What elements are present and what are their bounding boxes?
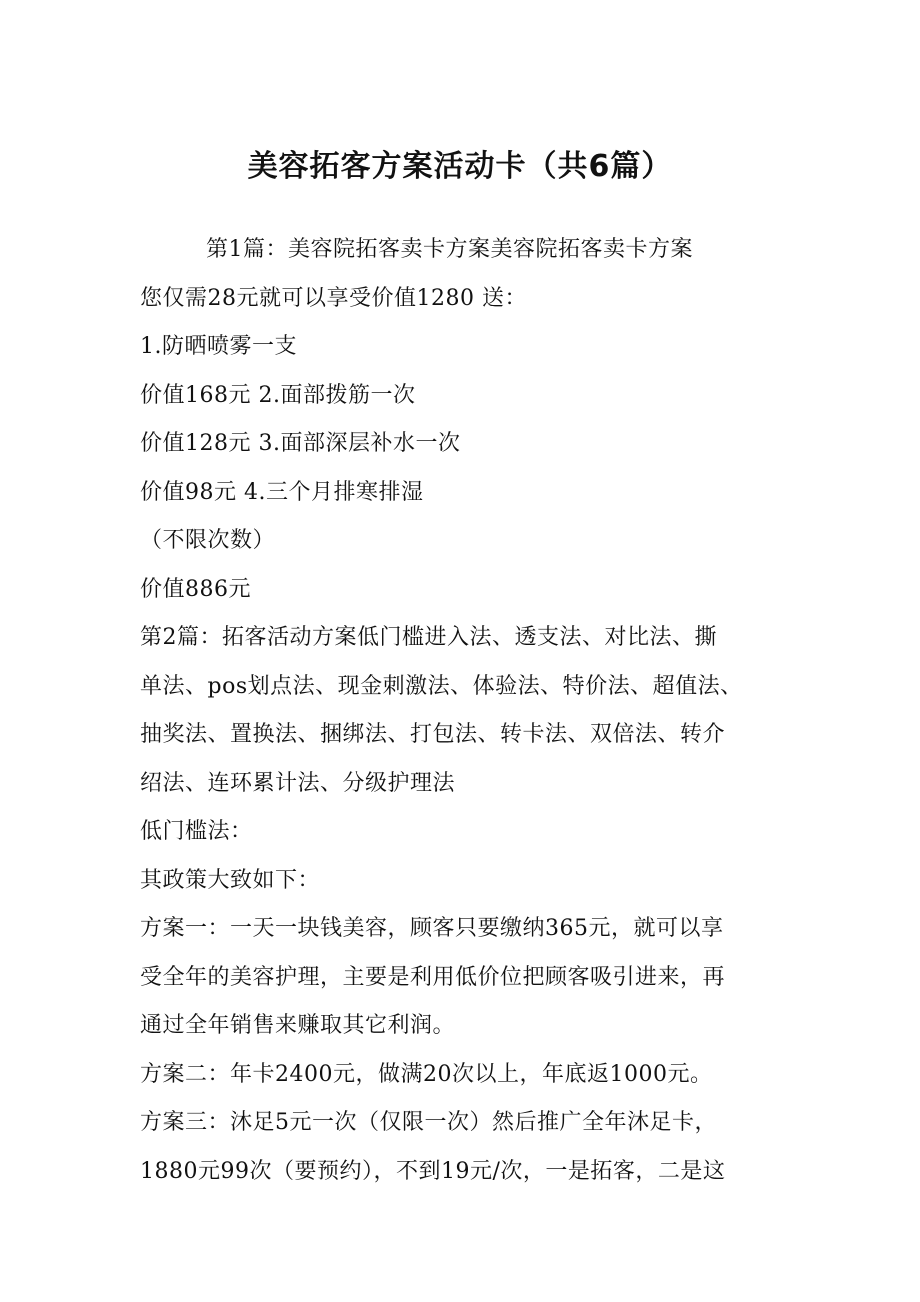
text-line: 价值128元 3.面部深层补水一次 [140,431,461,456]
document-body [140,226,800,1196]
text-line: 受全年的美容护理，主要是利用低价位把顾客吸引进来，再 [140,964,726,990]
text-line: （不限次数） [140,528,276,553]
text-line-section-2-heading: 第2篇：拓客活动方案低门槛进入法、透支法、对比法、撕 [140,625,717,650]
text-line: 其政策大致如下： [140,867,321,893]
text-line: 单法、pos划点法、现金刺激法、体验法、特价法、超值法、 [140,673,743,699]
text-line: 低门槛法： [140,819,253,844]
text-line-section-1-heading: 第1篇：美容院拓客卖卡方案美容院拓客卖卡方案 [206,237,693,262]
text-line: 价值886元 [140,576,251,602]
text-line: 绍法、连环累计法、分级护理法 [140,770,456,796]
text-line: 价值98元 4.三个月排寒排湿 [140,479,424,505]
text-line: 方案三：沐足5元一次（仅限一次）然后推广全年沐足卡， [140,1110,717,1135]
text-line: 方案二：年卡2400元，做满20次以上，年底返1000元。 [140,1061,713,1087]
text-line: 价值168元 2.面部拨筋一次 [140,382,416,408]
text-line: 1.防晒喷雾一支 [140,334,297,359]
text-line: 您仅需28元就可以享受价值1280 送： [140,285,527,311]
text-line: 1880元99次（要预约），不到19元/次，一是拓客，二是这 [140,1158,726,1184]
document-title: 美容拓客方案活动卡（共6篇） [247,149,673,184]
text-line: 抽奖法、置换法、捆绑法、打包法、转卡法、双倍法、转介 [140,722,726,747]
text-line: 通过全年销售来赚取其它利润。 [140,1013,456,1038]
text-line: 方案一：一天一块钱美容，顾客只要缴纳365元，就可以享 [140,916,724,941]
